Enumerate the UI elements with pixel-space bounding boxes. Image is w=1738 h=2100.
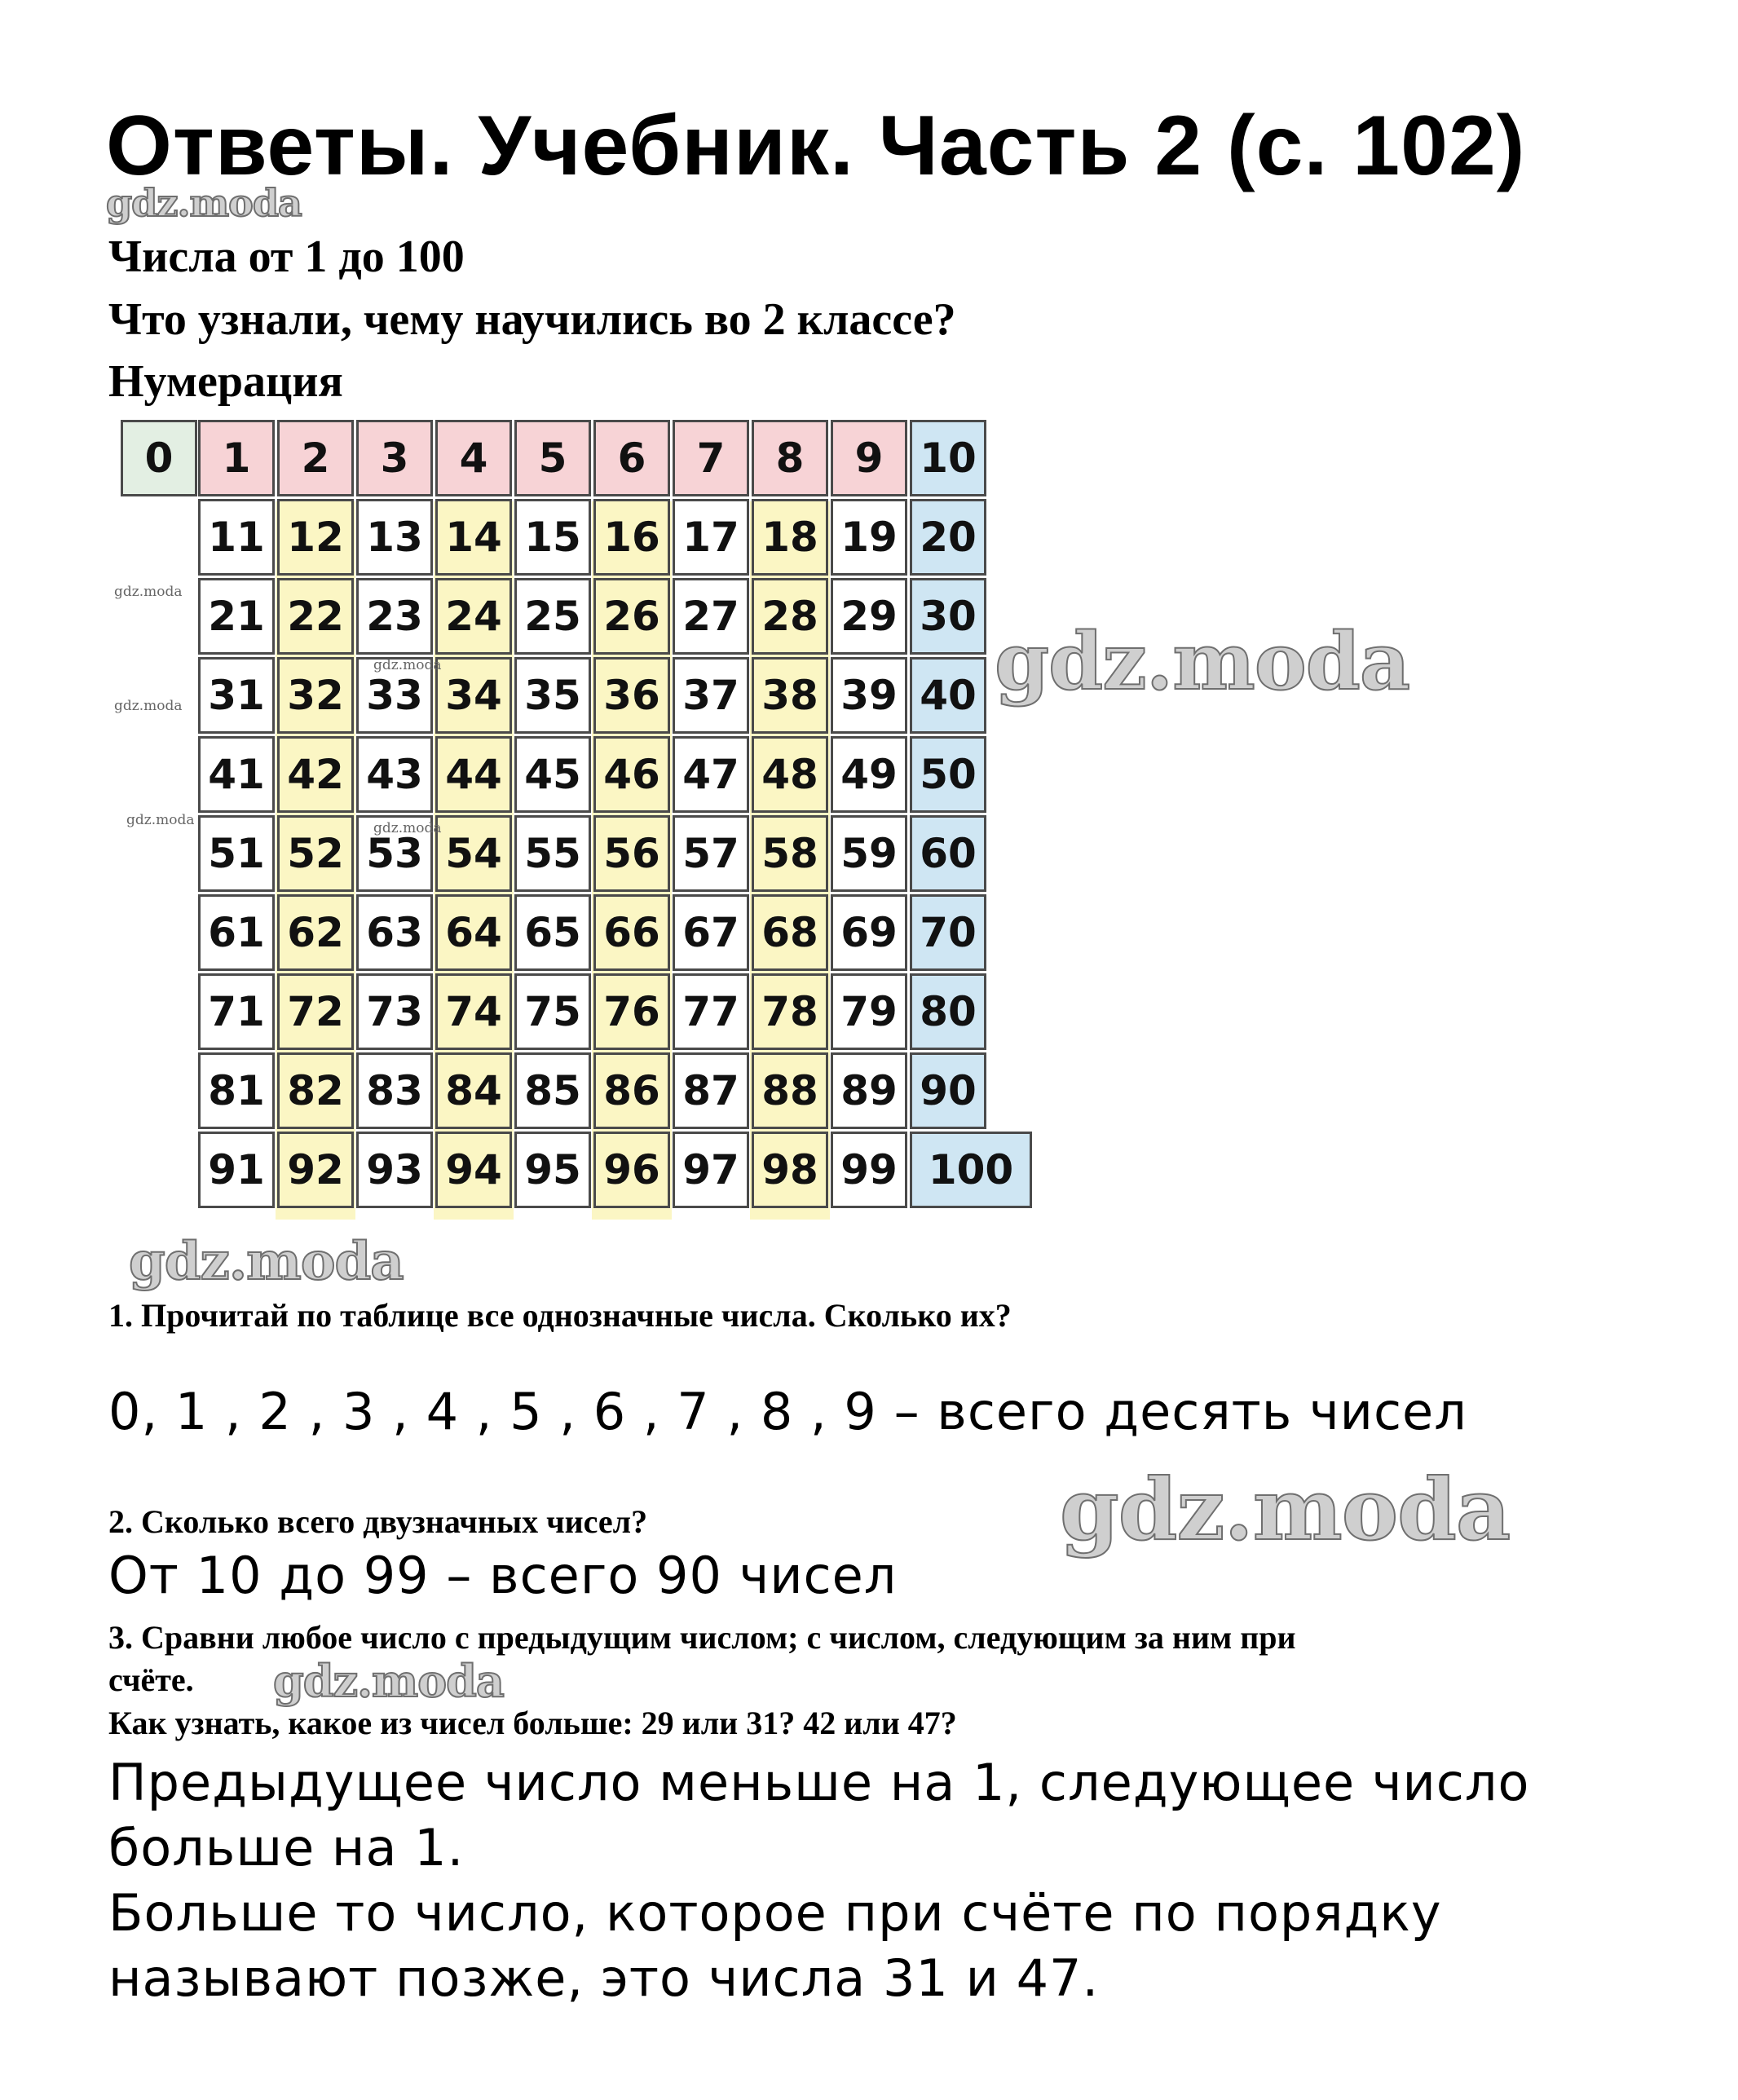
watermark-small: gdz.moda bbox=[373, 820, 442, 836]
question-3-line3: Как узнать, какое из чисел больше: 29 или 31? 42 или 47? bbox=[108, 1705, 957, 1741]
number-table bbox=[121, 420, 1034, 1223]
number-cell: 18 bbox=[752, 499, 828, 576]
number-cell: 60 bbox=[910, 815, 986, 892]
number-cell: 39 bbox=[831, 657, 907, 734]
number-cell: 66 bbox=[593, 894, 670, 971]
number-cell: 58 bbox=[752, 815, 828, 892]
number-cell: 45 bbox=[514, 736, 591, 813]
number-cell: 27 bbox=[673, 578, 749, 655]
number-cell: 69 bbox=[831, 894, 907, 971]
answer-3-line4: называют позже, это числа 31 и 47. bbox=[108, 1948, 1100, 2008]
number-cell: 70 bbox=[910, 894, 986, 971]
number-cell: 29 bbox=[831, 578, 907, 655]
number-cell: 48 bbox=[752, 736, 828, 813]
watermark-small: gdz.moda bbox=[126, 812, 195, 828]
number-cell: 4 bbox=[435, 420, 512, 496]
number-cell: 26 bbox=[593, 578, 670, 655]
number-cell: 2 bbox=[277, 420, 354, 496]
number-cell: 86 bbox=[593, 1052, 670, 1129]
number-cell: 53 bbox=[356, 815, 433, 892]
number-cell: 64 bbox=[435, 894, 512, 971]
number-cell: 34 bbox=[435, 657, 512, 734]
number-cell: 65 bbox=[514, 894, 591, 971]
number-cell: 40 bbox=[910, 657, 986, 734]
answer-3-line3: Больше то число, которое при счёте по порядку bbox=[108, 1883, 1442, 1943]
answer-3-line1: Предыдущее число меньше на 1, следующее число bbox=[108, 1753, 1530, 1812]
number-cell: 61 bbox=[198, 894, 275, 971]
question-1: 1. Прочитай по таблице все однозначные числа. Сколько их? bbox=[108, 1297, 1012, 1334]
watermark: gdz.moda bbox=[1060, 1459, 1511, 1560]
number-cell: 16 bbox=[593, 499, 670, 576]
watermark: gdz.moda bbox=[995, 615, 1410, 708]
number-cell: 11 bbox=[198, 499, 275, 576]
number-cell: 79 bbox=[831, 973, 907, 1050]
number-cell: 36 bbox=[593, 657, 670, 734]
number-cell: 81 bbox=[198, 1052, 275, 1129]
number-cell: 30 bbox=[910, 578, 986, 655]
number-cell: 88 bbox=[752, 1052, 828, 1129]
watermark-small: gdz.moda bbox=[373, 657, 442, 673]
number-cell: 94 bbox=[435, 1132, 512, 1208]
number-cell: 28 bbox=[752, 578, 828, 655]
number-cell: 31 bbox=[198, 657, 275, 734]
number-cell: 46 bbox=[593, 736, 670, 813]
number-cell: 87 bbox=[673, 1052, 749, 1129]
answer-3-line2: больше на 1. bbox=[108, 1818, 465, 1877]
watermark: gdz.moda bbox=[273, 1655, 504, 1707]
number-cell: 73 bbox=[356, 973, 433, 1050]
number-cell: 41 bbox=[198, 736, 275, 813]
number-cell: 96 bbox=[593, 1132, 670, 1208]
heading-summary: Что узнали, чему научились во 2 классе? bbox=[108, 294, 956, 345]
number-cell: 17 bbox=[673, 499, 749, 576]
number-cell: 22 bbox=[277, 578, 354, 655]
number-cell: 14 bbox=[435, 499, 512, 576]
page-title: Ответы. Учебник. Часть 2 (с. 102) bbox=[106, 99, 1526, 193]
number-cell: 43 bbox=[356, 736, 433, 813]
watermark: gdz.moda bbox=[129, 1231, 404, 1292]
number-cell: 83 bbox=[356, 1052, 433, 1129]
heading-numeration: Нумерация bbox=[108, 356, 343, 407]
number-cell: 20 bbox=[910, 499, 986, 576]
number-cell: 77 bbox=[673, 973, 749, 1050]
number-cell: 52 bbox=[277, 815, 354, 892]
number-cell: 50 bbox=[910, 736, 986, 813]
question-3-line2: счёте. bbox=[108, 1661, 194, 1698]
number-cell: 54 bbox=[435, 815, 512, 892]
number-cell: 91 bbox=[198, 1132, 275, 1208]
number-cell: 68 bbox=[752, 894, 828, 971]
number-cell: 59 bbox=[831, 815, 907, 892]
number-cell: 44 bbox=[435, 736, 512, 813]
number-cell: 72 bbox=[277, 973, 354, 1050]
number-cell: 15 bbox=[514, 499, 591, 576]
number-cell: 5 bbox=[514, 420, 591, 496]
number-cell: 23 bbox=[356, 578, 433, 655]
number-cell: 37 bbox=[673, 657, 749, 734]
number-cell: 0 bbox=[121, 420, 197, 496]
number-cell: 42 bbox=[277, 736, 354, 813]
number-cell: 9 bbox=[831, 420, 907, 496]
number-cell: 97 bbox=[673, 1132, 749, 1208]
number-cell: 63 bbox=[356, 894, 433, 971]
number-cell: 10 bbox=[910, 420, 986, 496]
number-cell: 56 bbox=[593, 815, 670, 892]
number-cell: 55 bbox=[514, 815, 591, 892]
number-cell: 6 bbox=[593, 420, 670, 496]
number-cell: 33 bbox=[356, 657, 433, 734]
question-2: 2. Сколько всего двузначных чисел? bbox=[108, 1503, 648, 1540]
number-cell: 76 bbox=[593, 973, 670, 1050]
number-cell: 82 bbox=[277, 1052, 354, 1129]
number-cell: 75 bbox=[514, 973, 591, 1050]
number-cell: 12 bbox=[277, 499, 354, 576]
number-cell: 74 bbox=[435, 973, 512, 1050]
question-3-line1: 3. Сравни любое число с предыдущим числом; с числом, следующим за ним при bbox=[108, 1619, 1296, 1656]
number-cell: 32 bbox=[277, 657, 354, 734]
number-cell: 85 bbox=[514, 1052, 591, 1129]
number-cell: 100 bbox=[910, 1132, 1032, 1208]
number-cell: 49 bbox=[831, 736, 907, 813]
heading-numbers: Числа от 1 до 100 bbox=[108, 232, 465, 282]
number-cell: 25 bbox=[514, 578, 591, 655]
number-cell: 24 bbox=[435, 578, 512, 655]
number-cell: 98 bbox=[752, 1132, 828, 1208]
number-cell: 38 bbox=[752, 657, 828, 734]
number-cell: 47 bbox=[673, 736, 749, 813]
number-cell: 92 bbox=[277, 1132, 354, 1208]
number-cell: 1 bbox=[198, 420, 275, 496]
number-cell: 80 bbox=[910, 973, 986, 1050]
number-cell: 21 bbox=[198, 578, 275, 655]
number-cell: 99 bbox=[831, 1132, 907, 1208]
answer-1: 0, 1 , 2 , 3 , 4 , 5 , 6 , 7 , 8 , 9 – всего десять чисел bbox=[108, 1382, 1467, 1441]
number-cell: 19 bbox=[831, 499, 907, 576]
number-cell: 89 bbox=[831, 1052, 907, 1129]
number-cell: 51 bbox=[198, 815, 275, 892]
number-cell: 35 bbox=[514, 657, 591, 734]
number-cell: 78 bbox=[752, 973, 828, 1050]
number-cell: 67 bbox=[673, 894, 749, 971]
number-cell: 93 bbox=[356, 1132, 433, 1208]
number-cell: 57 bbox=[673, 815, 749, 892]
watermark-small: gdz.moda bbox=[114, 698, 183, 714]
number-cell: 71 bbox=[198, 973, 275, 1050]
number-cell: 95 bbox=[514, 1132, 591, 1208]
answer-2: От 10 до 99 – всего 90 чисел bbox=[108, 1546, 898, 1605]
number-cell: 13 bbox=[356, 499, 433, 576]
watermark: gdz.moda bbox=[106, 181, 302, 225]
number-cell: 84 bbox=[435, 1052, 512, 1129]
number-cell: 3 bbox=[356, 420, 433, 496]
watermark-small: gdz.moda bbox=[114, 584, 183, 600]
number-cell: 7 bbox=[673, 420, 749, 496]
number-cell: 8 bbox=[752, 420, 828, 496]
number-cell: 62 bbox=[277, 894, 354, 971]
number-cell: 90 bbox=[910, 1052, 986, 1129]
